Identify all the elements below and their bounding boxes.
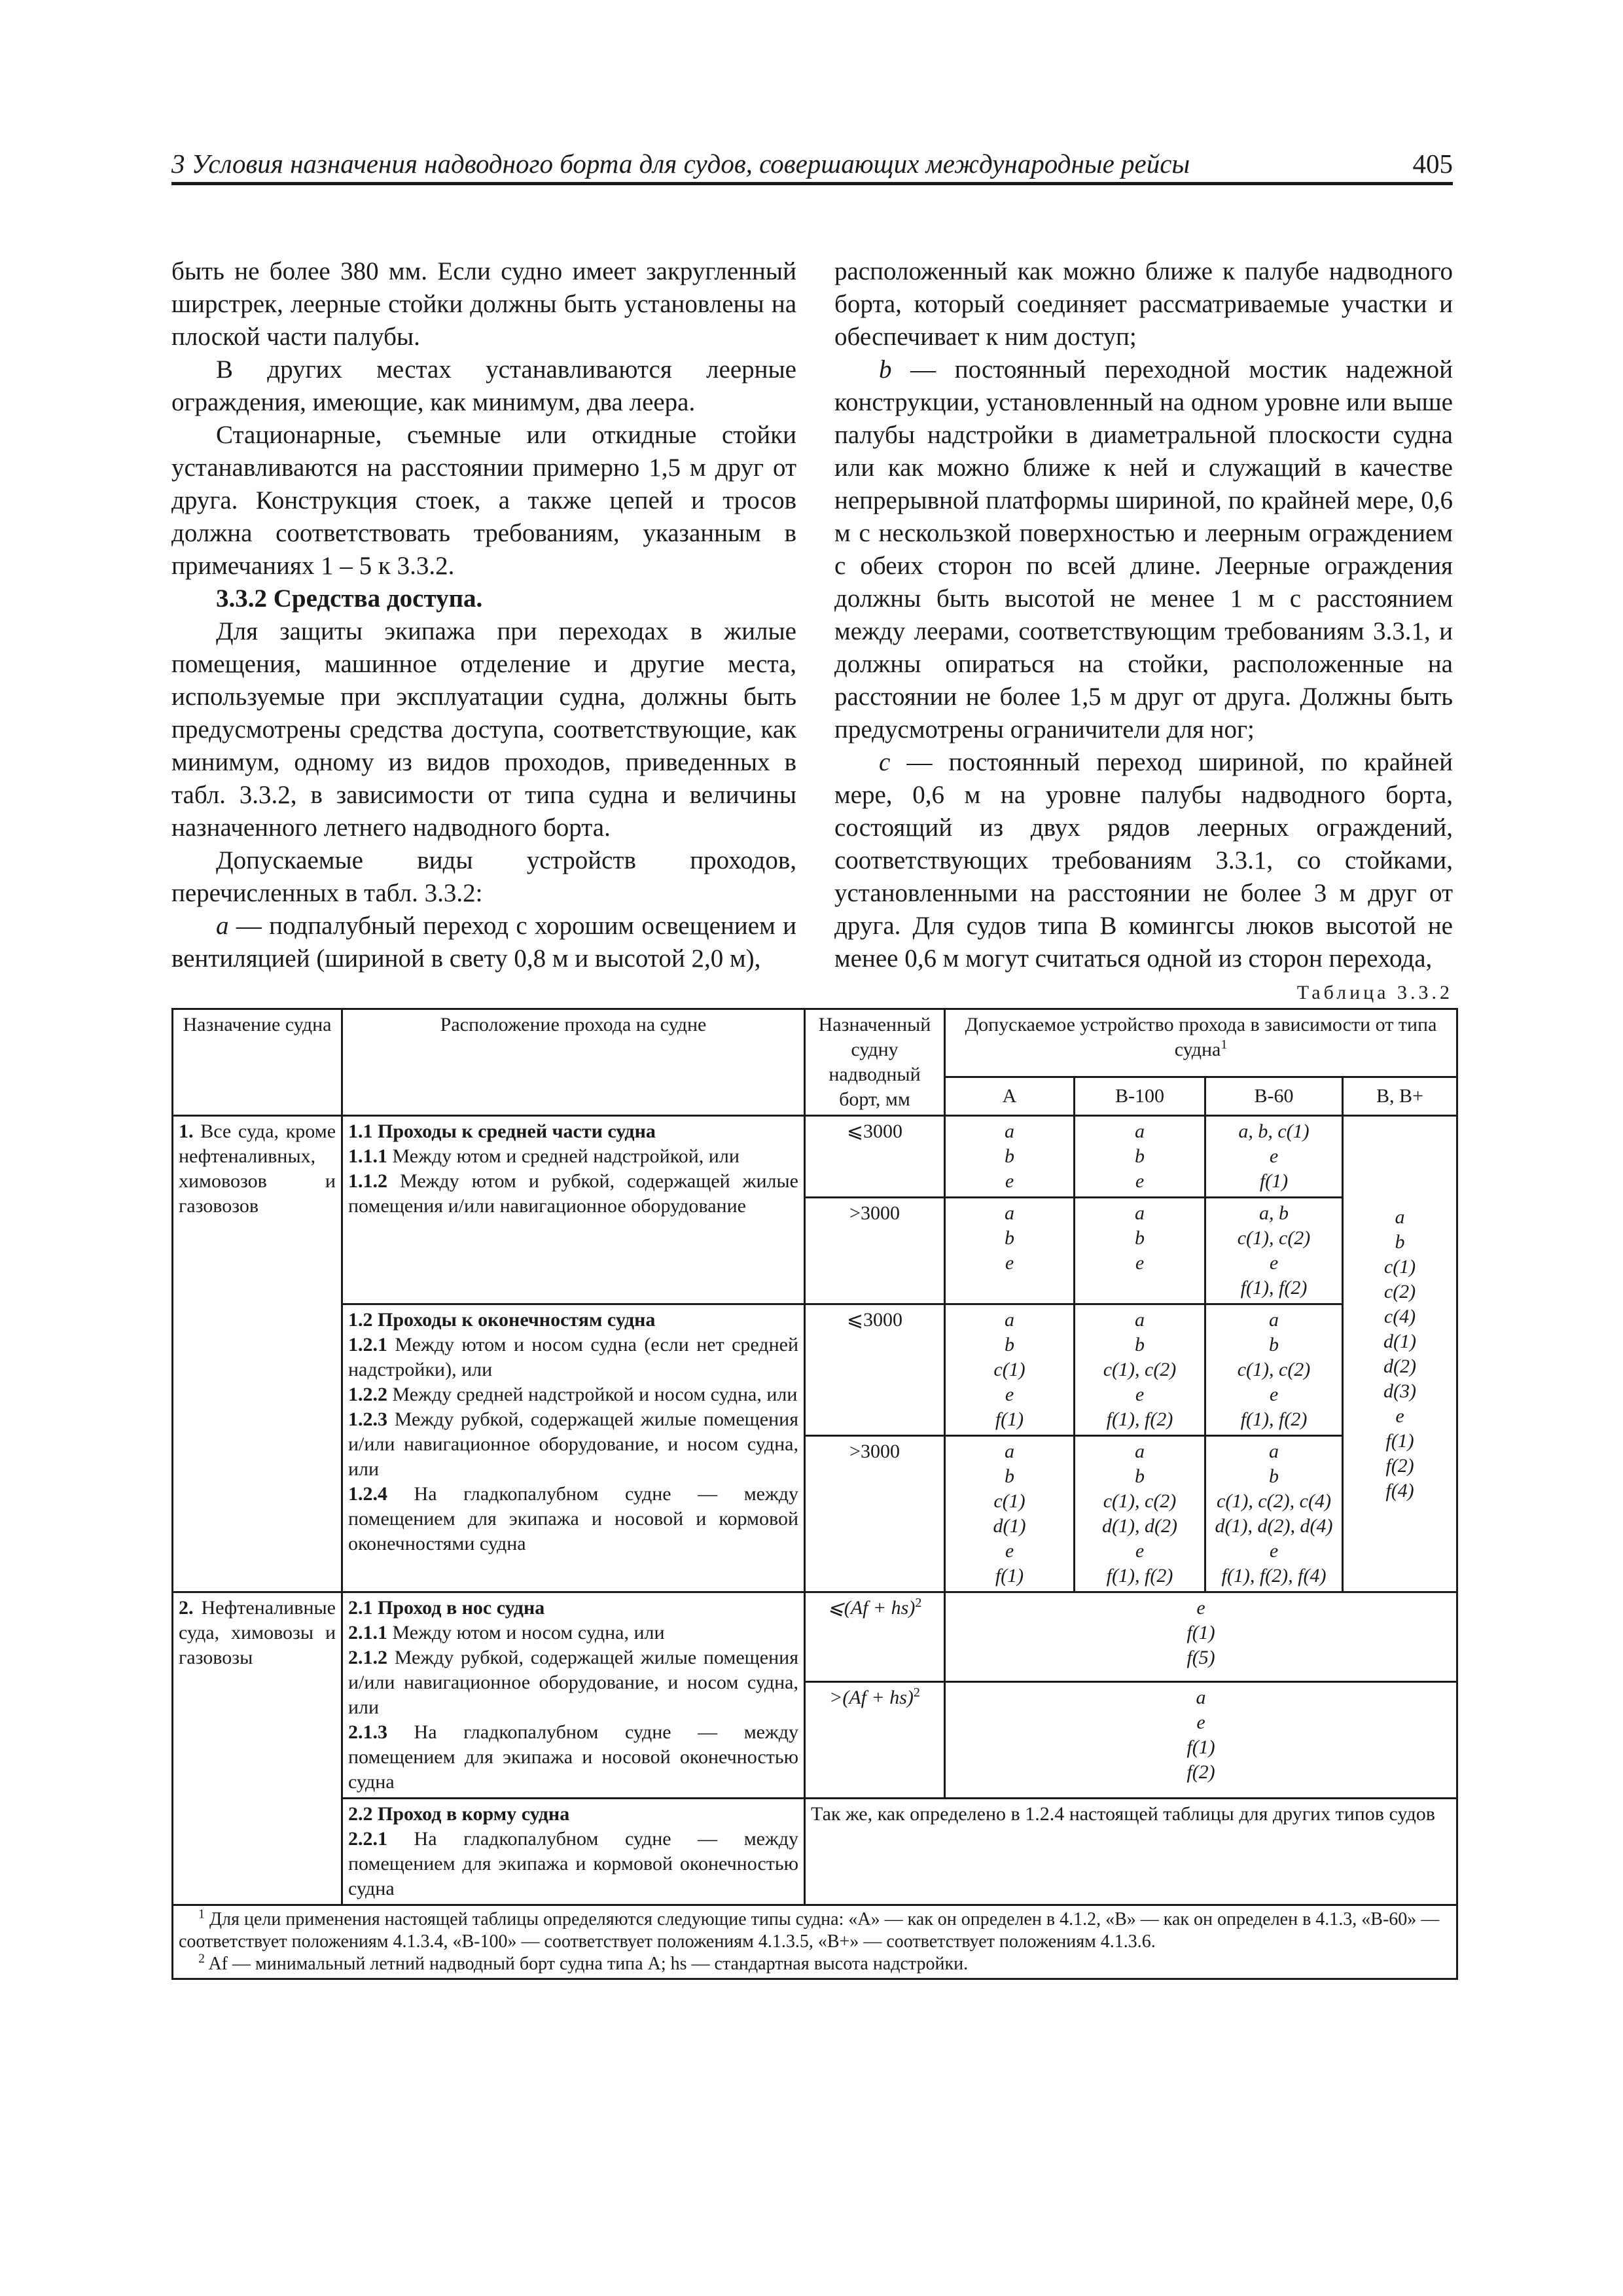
header-freeboard: Назначенный судну надводный борт, мм: [805, 1009, 945, 1116]
right-column: [834, 255, 1453, 975]
header-type-a: A: [945, 1077, 1075, 1116]
cell-value: f(1): [995, 1408, 1024, 1430]
cell-value: b: [1269, 1465, 1279, 1487]
cell-value: c(1), c(2): [1103, 1359, 1177, 1380]
cell-bplus: [1343, 1116, 1457, 1592]
footnote-ref: 2: [913, 1685, 920, 1700]
cell-value: f(1), f(2), f(4): [1221, 1565, 1327, 1587]
cell-value: e: [1269, 1252, 1279, 1274]
cell-value: a: [1005, 1202, 1014, 1224]
cell-r3-a: [945, 1304, 1075, 1436]
cell-value: c(1): [1383, 1255, 1416, 1278]
freeboard-formula: ⩽(Af + hs): [827, 1597, 916, 1619]
header-title: 3 Условия назначения надводного борта для судов, совершающих международные рейсы: [171, 149, 1190, 179]
table-row: [173, 1592, 1457, 1682]
location-item: 1.2.2 Между средней надстройкой и носом судна, или: [348, 1384, 798, 1405]
cell-value: a, b, c(1): [1238, 1121, 1310, 1142]
cell-value: f(1): [1385, 1429, 1414, 1452]
location-item: 1.2.4 На гладкопалубном судне — между помещением для экипажа и носовой и кормовой оконечностями судна: [348, 1483, 798, 1554]
location-2-2: [342, 1799, 805, 1905]
cell-value: b: [1395, 1230, 1405, 1253]
header-location: Расположение прохода на судне: [342, 1009, 805, 1116]
location-item: 1.1.1 Между ютом и средней надстройкой, или: [348, 1145, 740, 1167]
freeboard-cell: ⩽3000: [805, 1116, 945, 1198]
freeboard-cell: [805, 1592, 945, 1682]
cell-value: c(1), c(2): [1237, 1359, 1311, 1380]
cell-value: f(1), f(2): [1106, 1408, 1173, 1430]
location-item: 2.2.1 На гладкопалубном судне — между помещением для экипажа и кормовой оконечностью судна: [348, 1828, 798, 1899]
cell-value: c(1), c(2): [1237, 1227, 1311, 1249]
cell-value: e: [1005, 1170, 1014, 1192]
cell-value: e: [1005, 1540, 1014, 1562]
cell-value: d(1), d(2), d(4): [1215, 1515, 1333, 1537]
cell-value: f(5): [1186, 1647, 1215, 1668]
cell-value: c(1): [993, 1359, 1026, 1380]
location-item: 2.1.3 На гладкопалубном судне — между помещением для экипажа и носовой оконечностью судна: [348, 1721, 798, 1793]
table-notes: [173, 1905, 1457, 1979]
cell-value: a: [1135, 1309, 1145, 1331]
cell-r2-a: [945, 1198, 1075, 1304]
item-letter: b: [879, 355, 892, 384]
cell-value: a: [1005, 1309, 1014, 1331]
header-allowed: [945, 1009, 1457, 1077]
cell-value: b: [1005, 1145, 1014, 1167]
location-title: 1.2 Проходы к оконечностям судна: [348, 1309, 656, 1331]
cell-r2-b100: [1075, 1198, 1205, 1304]
cell-r1-a: [945, 1116, 1075, 1198]
cell-value: b: [1135, 1227, 1145, 1249]
paragraph: В других местах устанавливаются леерные ограждения, имеющие, как минимум, два леера.: [171, 355, 796, 416]
cell-value: d(2): [1383, 1355, 1417, 1377]
cell-value: b: [1135, 1145, 1145, 1167]
cell-value: b: [1005, 1334, 1014, 1355]
running-header: [171, 143, 1453, 185]
footnote-ref: 2: [915, 1596, 922, 1610]
header-type-b: B, B+: [1343, 1077, 1457, 1116]
cell-value: f(1): [995, 1565, 1024, 1587]
cell-value: e: [1196, 1597, 1205, 1619]
cell-value: a: [1269, 1441, 1279, 1462]
access-table: [171, 1008, 1458, 1980]
cell-value: d(1): [1383, 1330, 1417, 1352]
cell-r4-a: [945, 1436, 1075, 1592]
cell-value: f(1): [1259, 1170, 1289, 1192]
cell-value: a: [1005, 1441, 1014, 1462]
cell-value: e: [1135, 1384, 1145, 1405]
paragraph: Для защиты экипажа при переходах в жилые помещения, машинное отделение и другие места, используемые при эксплуатации судна, должны быть предусмотрены средства доступа, соответствующие, как минимум, одному из видов проходов, приведенных в табл. 3.3.2, в зависимости от типа судна и величины назначенного летнего надводного борта.: [171, 617, 796, 842]
paragraph: a — подпалубный переход с хорошим освещением и вентиляцией (шириной в свету 0,8 м и высотой 2,0 м),: [171, 912, 796, 973]
footnote-ref: 1: [1221, 1037, 1228, 1052]
cell-value: b: [1135, 1334, 1145, 1355]
cell-r7: Так же, как определено в 1.2.4 настоящей таблицы для других типов судов: [805, 1799, 1457, 1905]
cell-value: e: [1135, 1170, 1145, 1192]
footnote: $^2$ Af — минимальный летний надводный борт судна типа A; hs — стандартная высота надстройки.: [198, 1951, 969, 1974]
cell-r3-b100: [1075, 1304, 1205, 1436]
freeboard-formula: >(Af + hs): [829, 1686, 914, 1708]
cell-value: e: [1005, 1384, 1014, 1405]
cell-value: d(3): [1383, 1380, 1417, 1402]
category-1: [173, 1116, 342, 1592]
cell-r1-b100: [1075, 1116, 1205, 1198]
cell-r4-b60: [1205, 1436, 1343, 1592]
category-number: 1.: [179, 1121, 201, 1142]
cell-value: a: [1395, 1206, 1405, 1228]
cell-value: e: [1135, 1252, 1145, 1274]
cell-value: a: [1135, 1441, 1145, 1462]
location-title: 1.1 Проходы к средней части судна: [348, 1121, 656, 1142]
header-type-b60: B-60: [1205, 1077, 1343, 1116]
location-2-1: [342, 1592, 805, 1799]
table-notes-row: [173, 1905, 1457, 1979]
location-item: 1.2.3 Между рубкой, содержащей жилые помещения и/или навигационное оборудование, и носом судна, или: [348, 1408, 799, 1480]
paragraph: b — постоянный переходной мостик надежной конструкции, установленный на одном уровне или выше палубы надстройки в диаметральной плоскости судна или как можно ближе к ней и служащий в качестве непрерывной платформы шириной, по крайней мере, 0,6 м с нескользкой поверхностью и леерным ограждением с обеих сторон по всей длине. Леерные ограждения должны быть высотой не менее 1 м с расстоянием между леерами, соответствующим требованиям 3.3.1, и должны опираться на стойки, расположенные на расстоянии не более 1,5 м друг от друга. Должны быть предусмотрены ограничители для ног;: [834, 355, 1453, 744]
freeboard-cell: >3000: [805, 1198, 945, 1304]
cell-value: c(2): [1383, 1280, 1416, 1302]
cell-r3-b60: [1205, 1304, 1343, 1436]
cell-value: e: [1269, 1384, 1279, 1405]
cell-value: c(1), c(2), c(4): [1217, 1490, 1331, 1512]
cell-value: a: [1005, 1121, 1014, 1142]
cell-value: a: [1269, 1309, 1279, 1331]
cell-value: c(1), c(2): [1103, 1490, 1177, 1512]
cell-value: c(1): [993, 1490, 1026, 1512]
page-number: 405: [1412, 149, 1453, 179]
cell-value: b: [1135, 1465, 1145, 1487]
cell-value: d(1): [993, 1515, 1026, 1537]
cell-value: f(1): [1186, 1622, 1215, 1643]
freeboard-cell: ⩽3000: [805, 1304, 945, 1436]
table-row: [173, 1116, 1457, 1198]
location-item: 2.1.2 Между рубкой, содержащей жилые помещения и/или навигационное оборудование, и носом судна, или: [348, 1647, 799, 1718]
cell-value: e: [1269, 1145, 1279, 1167]
cell-value: d(1), d(2): [1102, 1515, 1177, 1537]
location-1-1: [342, 1116, 805, 1304]
cell-value: a: [1196, 1686, 1206, 1708]
cell-r1-b60: [1205, 1116, 1343, 1198]
cell-value: f(2): [1186, 1761, 1215, 1783]
cell-value: f(1), f(2): [1106, 1565, 1173, 1587]
table-row: [173, 1304, 1457, 1436]
cell-value: e: [1196, 1711, 1205, 1733]
cell-r2-b60: [1205, 1198, 1343, 1304]
left-column: [171, 255, 796, 975]
table-header-row: [173, 1009, 1457, 1077]
paragraph: c — постоянный переход шириной, по крайней мере, 0,6 м на уровне палубы надводного борта, состоящий из двух рядов леерных ограждений, соответствующих требованиям 3.3.1, со стойками, установленными на расстоянии не более 3 м друг от друга. Для судов типа B комингсы люков высотой не менее 0,6 м могут считаться одной из сторон перехода,: [834, 748, 1453, 973]
paragraph: Стационарные, съемные или откидные стойки устанавливаются на расстоянии примерно 1,5 м друг от друга. Конструкция стоек, а также цепей и тросов должна соответствовать требованиям, указанным в примечаниях 1 – 5 к 3.3.2.: [171, 421, 796, 580]
location-1-2: [342, 1304, 805, 1592]
category-text: Все суда, кроме нефтеналивных, химовозов и газовозов: [179, 1121, 336, 1217]
location-item: 2.1.1 Между ютом и носом судна, или: [348, 1622, 665, 1643]
header-purpose: Назначение судна: [173, 1009, 342, 1116]
cell-value: f(1), f(2): [1240, 1408, 1308, 1430]
cell-value: e: [1005, 1252, 1014, 1274]
cell-value: e: [1395, 1405, 1404, 1427]
cell-value: f(4): [1385, 1479, 1414, 1501]
header-type-b100: B-100: [1075, 1077, 1205, 1116]
cell-value: e: [1135, 1540, 1145, 1562]
cell-r6: [945, 1681, 1457, 1798]
cell-value: f(1), f(2): [1240, 1277, 1308, 1299]
cell-value: c(4): [1383, 1305, 1416, 1327]
location-item: 1.2.1 Между ютом и носом судна (если нет средней надстройки), или: [348, 1334, 798, 1380]
freeboard-cell: >3000: [805, 1436, 945, 1592]
cell-value: a: [1135, 1202, 1145, 1224]
cell-value: e: [1269, 1540, 1279, 1562]
location-title: 2.2 Проход в корму судна: [348, 1803, 570, 1825]
cell-value: b: [1005, 1227, 1014, 1249]
table-caption: Таблица 3.3.2: [1296, 982, 1453, 1003]
footnote: $^1$ Для цели применения настоящей таблицы определяются следующие типы судна: «A» — как он определен в 4.1.2, «B» — как он определен в 4.1.3, «B-60» — соответствует положениям 4.1.3.4, «B-100» — соответствует положениям 4.1.3.5, «B+» — соответствует положениям 4.1.3.6.: [179, 1907, 1440, 1952]
cell-value: f(2): [1385, 1454, 1414, 1477]
location-title: 2.1 Проход в нос судна: [348, 1597, 545, 1619]
item-letter: a: [216, 912, 229, 940]
cell-value: b: [1269, 1334, 1279, 1355]
cell-value: f(1): [1186, 1736, 1215, 1758]
cell-r5: [945, 1592, 1457, 1682]
freeboard-cell: [805, 1681, 945, 1798]
paragraph: расположенный как можно ближе к палубе надводного борта, который соединяет рассматриваемые участки и обеспечивает к ним доступ;: [834, 257, 1453, 351]
cell-value: b: [1005, 1465, 1014, 1487]
cell-value: a: [1135, 1121, 1145, 1142]
table-row: [173, 1799, 1457, 1905]
category-2: [173, 1592, 342, 1905]
header-allowed-text: Допускаемое устройство прохода в зависимости от типа судна: [965, 1014, 1437, 1060]
item-letter: c: [879, 748, 891, 776]
paragraph: быть не более 380 мм. Если судно имеет закругленный ширстрек, леерные стойки должны быть установлены на плоской части палубы.: [171, 257, 796, 351]
category-text: Нефтеналивные суда, химовозы и газовозы: [179, 1597, 336, 1668]
location-item: 1.1.2 Между ютом и рубкой, содержащей жилые помещения и/или навигационное оборудование: [348, 1170, 798, 1217]
cell-value: a, b: [1259, 1202, 1289, 1224]
paragraph: 3.3.2 Средства доступа.: [216, 584, 483, 613]
paragraph: Допускаемые виды устройств проходов, перечисленных в табл. 3.3.2:: [171, 846, 796, 907]
category-number: 2.: [179, 1597, 202, 1619]
cell-r4-b100: [1075, 1436, 1205, 1592]
